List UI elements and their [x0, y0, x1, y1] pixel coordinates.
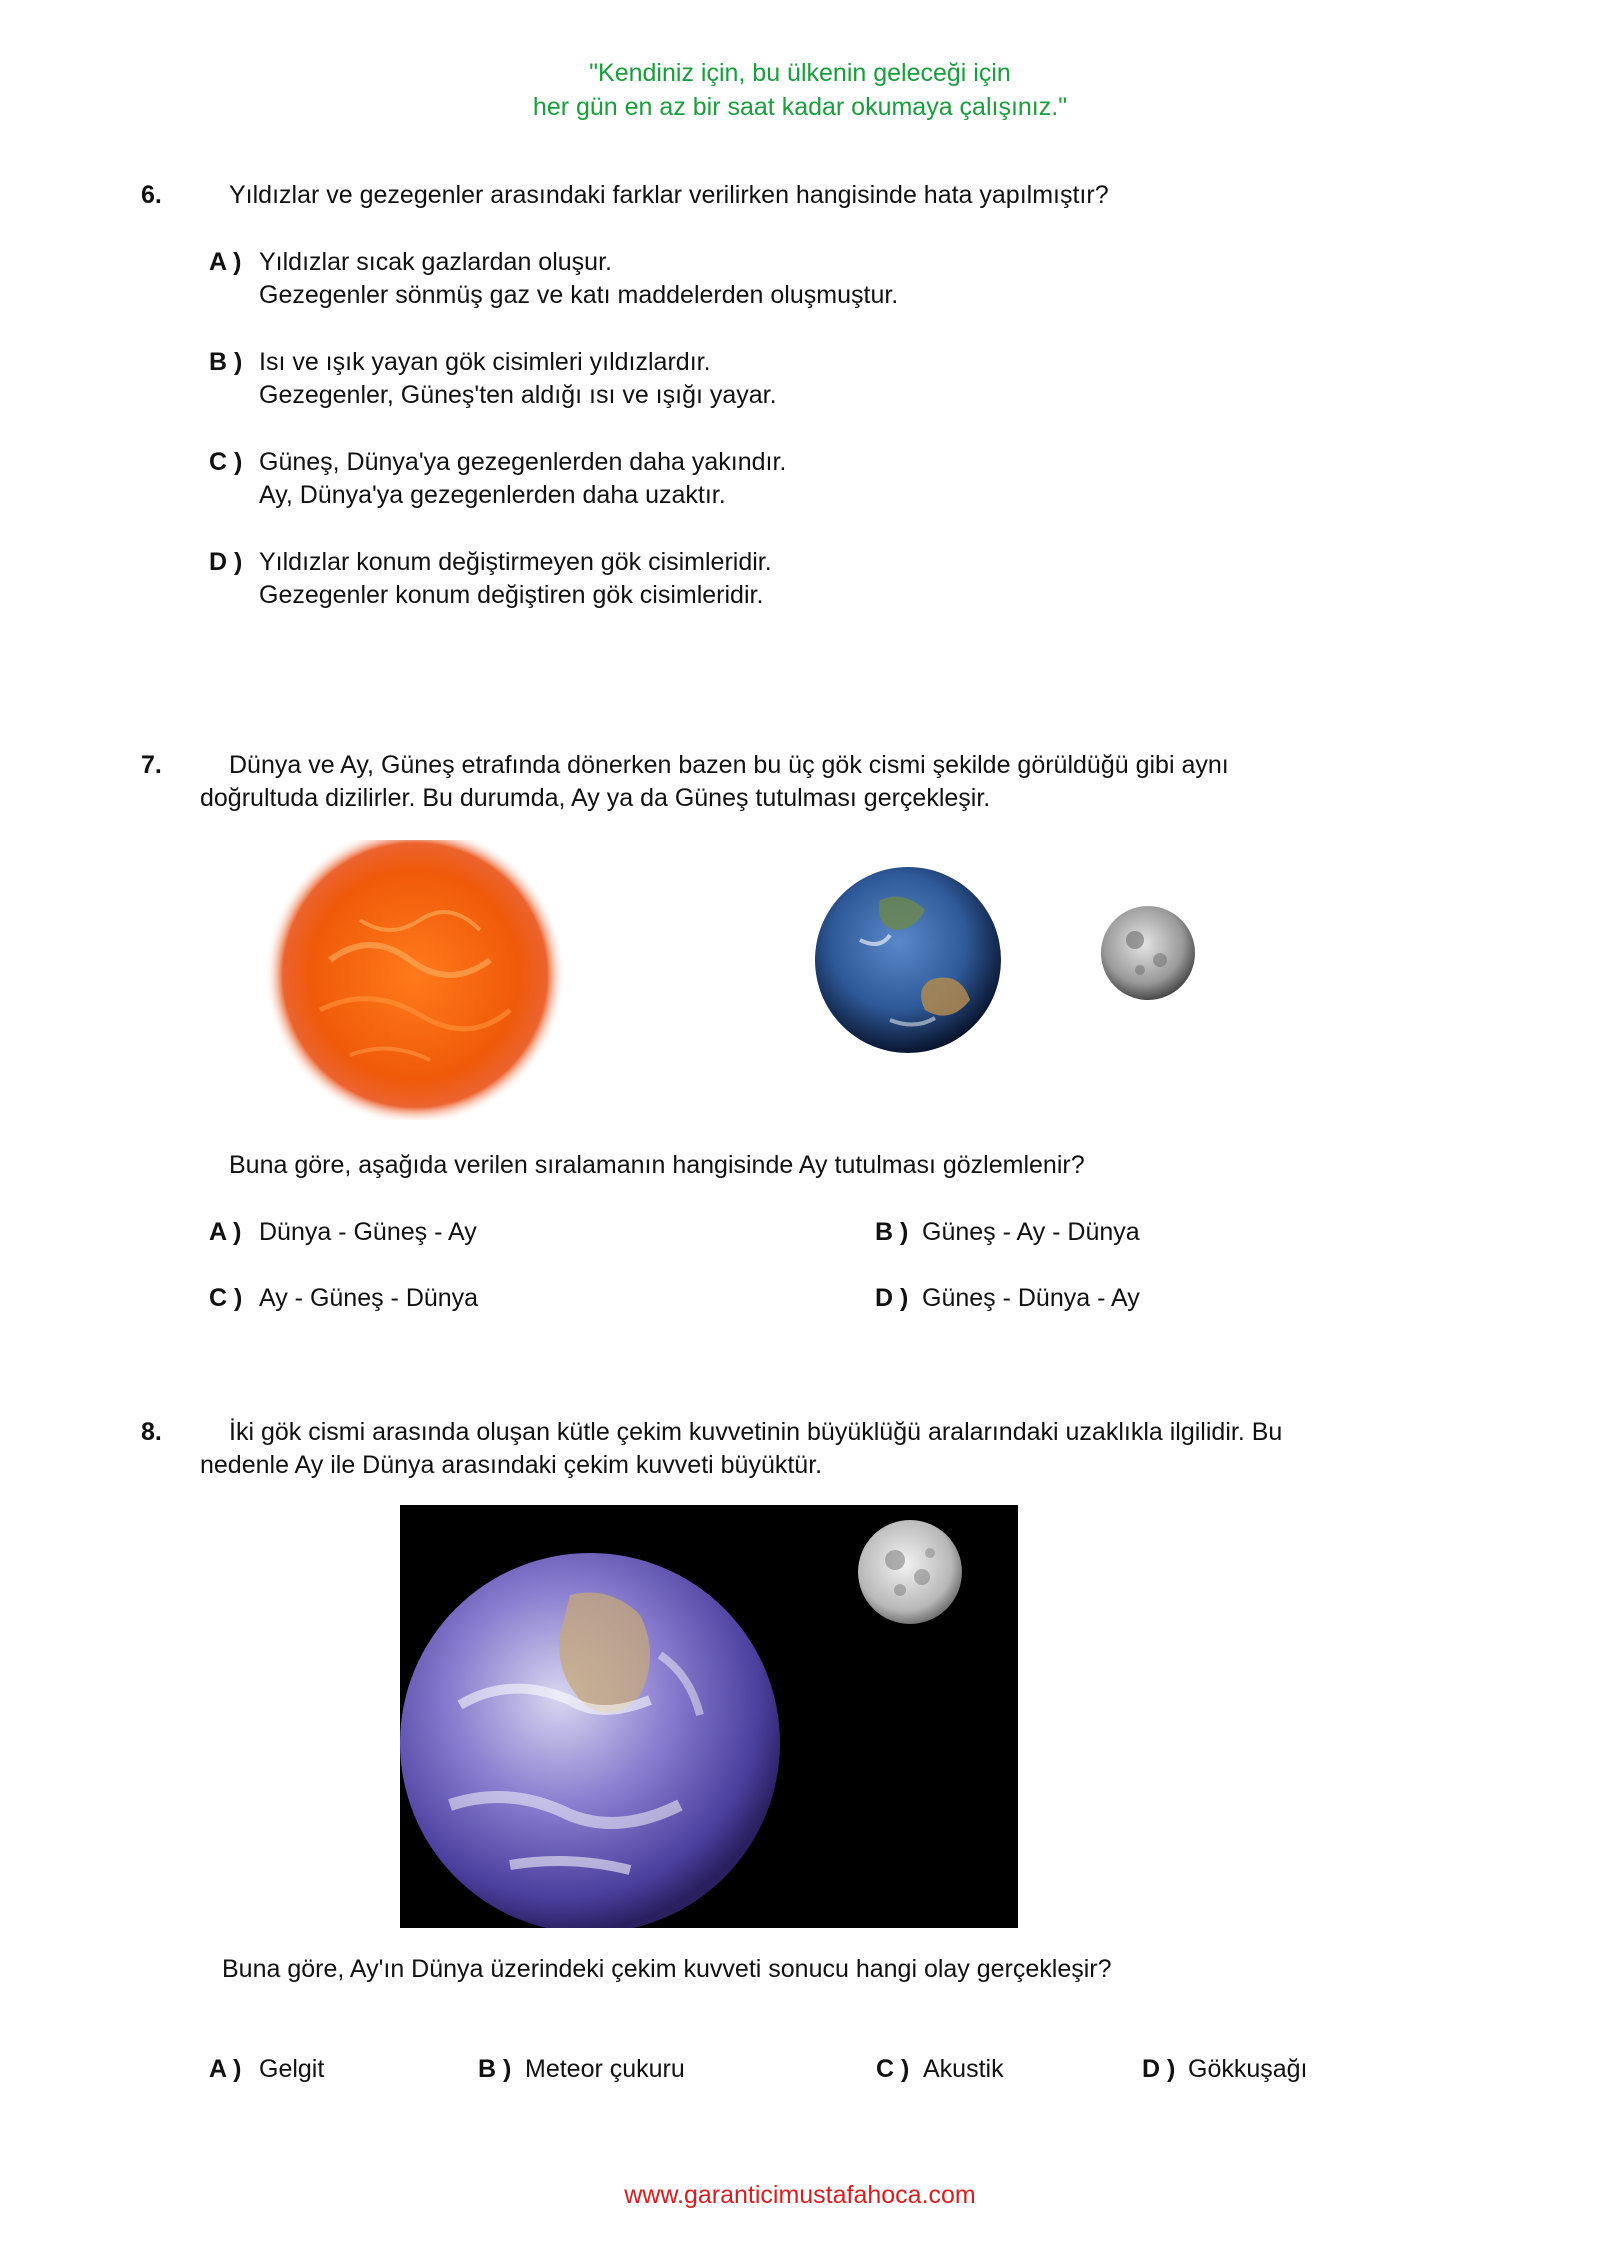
option-label: A ) [209, 2055, 242, 2083]
question-stem-line1: İki gök cismi arasında oluşan kütle çekim kuvvetinin büyüklüğü aralarındaki uzaklıkla ilgilidir. Bu [229, 1418, 1283, 1446]
option-text: Meteor çukuru [525, 2055, 685, 2083]
option-label: B ) [478, 2055, 512, 2083]
earth-image [400, 1553, 780, 1928]
option-label: B ) [209, 348, 243, 376]
moon-image [1101, 906, 1195, 1000]
option-c[interactable] [876, 2055, 1004, 2084]
option-text: Akustik [923, 2055, 1004, 2083]
option-text: Güneş - Ay - Dünya [922, 1218, 1140, 1246]
option-text: Yıldızlar sıcak gazlardan oluşur. [259, 248, 612, 276]
question-stem-line2: doğrultuda dizilirler. Bu durumda, Ay ya da Güneş tutulması gerçekleşir. [200, 784, 991, 812]
option-b[interactable] [209, 348, 777, 409]
sun-earth-moon-figure [260, 840, 1220, 1120]
question-number: 7. [141, 751, 162, 779]
option-text: Gezegenler sönmüş gaz ve katı maddelerden oluşmuştur. [259, 281, 899, 309]
question-number: 8. [141, 1418, 162, 1446]
option-c[interactable] [209, 1284, 479, 1313]
option-a[interactable] [209, 1218, 477, 1247]
option-label: C ) [209, 448, 243, 476]
option-d[interactable] [875, 1284, 1140, 1313]
question-stem: Yıldızlar ve gezegenler arasındaki farklar verilirken hangisinde hata yapılmıştır? [229, 181, 1109, 209]
question-number: 6. [141, 181, 162, 209]
earth-image [815, 867, 1001, 1053]
option-text: Güneş - Dünya - Ay [922, 1284, 1140, 1312]
option-text: Gezegenler, Güneş'ten aldığı ısı ve ışığı yayar. [259, 381, 777, 409]
header-quote-line2: her gün en az bir saat kadar okumaya çalışınız." [532, 93, 1068, 121]
option-b[interactable] [478, 2055, 685, 2084]
option-a[interactable] [209, 248, 899, 309]
option-text: Dünya - Güneş - Ay [259, 1218, 477, 1246]
question-prompt: Buna göre, Ay'ın Dünya üzerindeki çekim kuvveti sonucu hangi olay gerçekleşir? [222, 1955, 1112, 1983]
moon-image [858, 1520, 962, 1624]
question-stem-line1: Dünya ve Ay, Güneş etrafında dönerken bazen bu üç gök cismi şekilde görüldüğü gibi aynı [229, 751, 1229, 779]
option-label: D ) [209, 548, 243, 576]
option-d[interactable] [209, 548, 772, 609]
option-text: Ay - Güneş - Dünya [259, 1284, 479, 1312]
option-label: C ) [209, 1284, 243, 1312]
option-c[interactable] [209, 448, 787, 509]
option-text: Gökkuşağı [1188, 2055, 1308, 2083]
option-label: D ) [1142, 2055, 1176, 2083]
option-b[interactable] [875, 1218, 1140, 1247]
option-text: Güneş, Dünya'ya gezegenlerden daha yakındır. [259, 448, 787, 476]
option-d[interactable] [1142, 2055, 1308, 2084]
option-label: D ) [875, 1284, 909, 1312]
footer-url[interactable]: www.garanticimustafahoca.com [624, 2181, 976, 2209]
sun-image [265, 840, 565, 1120]
option-label: A ) [209, 1218, 242, 1246]
header-quote-line1: "Kendiniz için, bu ülkenin geleceği için [589, 59, 1011, 87]
option-text: Isı ve ışık yayan gök cisimleri yıldızlardır. [259, 348, 711, 376]
option-text: Yıldızlar konum değiştirmeyen gök cisimleridir. [259, 548, 772, 576]
question-prompt: Buna göre, aşağıda verilen sıralamanın hangisinde Ay tutulması gözlemlenir? [229, 1151, 1085, 1179]
option-label: B ) [875, 1218, 909, 1246]
option-label: C ) [876, 2055, 910, 2083]
question-stem-line2: nedenle Ay ile Dünya arasındaki çekim kuvveti büyüktür. [200, 1451, 823, 1479]
option-label: A ) [209, 248, 242, 276]
option-a[interactable] [209, 2055, 325, 2084]
option-text: Gezegenler konum değiştiren gök cisimleridir. [259, 581, 764, 609]
option-text: Gelgit [259, 2055, 325, 2083]
earth-moon-photo [400, 1505, 1018, 1928]
option-text: Ay, Dünya'ya gezegenlerden daha uzaktır. [259, 481, 726, 509]
